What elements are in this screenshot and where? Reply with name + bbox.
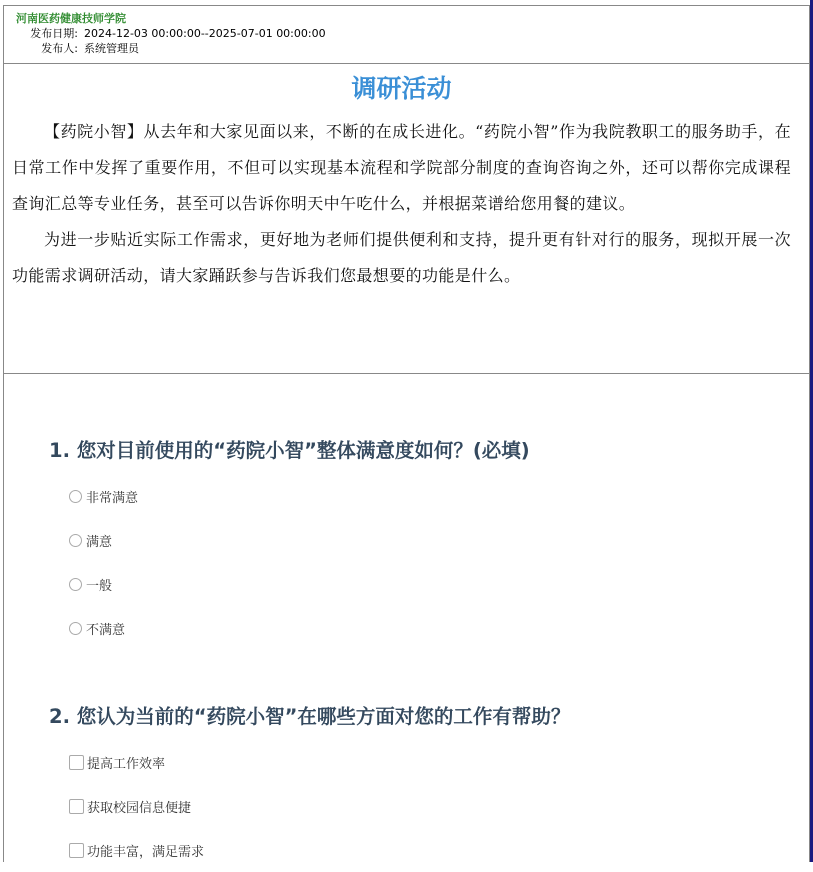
checkbox[interactable] <box>69 843 84 858</box>
option-label: 提高工作效率 <box>87 756 166 772</box>
survey-form <box>4 374 809 872</box>
publisher-label: 发布人: <box>41 42 78 55</box>
checkbox-group <box>69 740 809 872</box>
radio-option[interactable] <box>69 474 809 518</box>
radio-button[interactable] <box>69 534 82 547</box>
radio-button[interactable] <box>69 490 82 503</box>
radio-option[interactable] <box>69 518 809 562</box>
publish-date-row <box>16 26 809 41</box>
radio-button[interactable] <box>69 578 82 591</box>
checkbox-option[interactable] <box>69 828 809 872</box>
question-title: 2. 您认为当前的“药院小智”在哪些方面对您的工作有帮助？ <box>49 705 571 728</box>
option-label: 满意 <box>86 534 113 550</box>
question-1 <box>49 436 809 650</box>
checkbox-option[interactable] <box>69 784 809 828</box>
radio-option[interactable] <box>69 606 809 650</box>
publisher-row <box>16 41 809 56</box>
checkbox[interactable] <box>69 799 84 814</box>
school-name: 河南医药健康技师学院 <box>16 12 126 25</box>
checkbox-option[interactable] <box>69 740 809 784</box>
option-label: 不满意 <box>86 622 126 638</box>
page-title: 调研活动 <box>351 74 452 103</box>
checkbox[interactable] <box>69 755 84 770</box>
notice-header <box>4 6 809 64</box>
option-label: 一般 <box>86 578 113 594</box>
option-label: 非常满意 <box>86 490 139 506</box>
radio-group <box>69 474 809 650</box>
question-title: 1. 您对目前使用的“药院小智”整体满意度如何？(必填) <box>49 439 530 462</box>
question-2 <box>49 702 809 872</box>
radio-option[interactable] <box>69 562 809 606</box>
publish-date-label: 发布日期: <box>30 27 78 40</box>
option-label: 功能丰富，满足需求 <box>87 844 205 860</box>
notice-paragraph: 为进一步贴近实际工作需求，更好地为老师们提供便利和支持，提升更有针对行的服务，现拟开展一次功能需求调研活动，请大家踊跃参与告诉我们您最想要的功能是什么。 <box>12 230 791 285</box>
notice-paragraph: 【药院小智】从去年和大家见面以来，不断的在成长进化。“药院小智”作为我院教职工的服务助手，在日常工作中发挥了重要作用，不但可以实现基本流程和学院部分制度的查询咨询之外，还可以帮你完成课程查询汇总等专业任务，甚至可以告诉你明天中午吃什么，并根据菜谱给您用餐的建议。 <box>12 122 791 213</box>
notice-body <box>4 74 809 374</box>
notice-frame <box>3 5 810 862</box>
option-label: 获取校园信息便捷 <box>87 800 192 816</box>
publisher-value: 系统管理员 <box>84 42 139 55</box>
radio-button[interactable] <box>69 622 82 635</box>
publish-date-value: 2024-12-03 00:00:00--2025-07-01 00:00:00 <box>84 27 326 40</box>
